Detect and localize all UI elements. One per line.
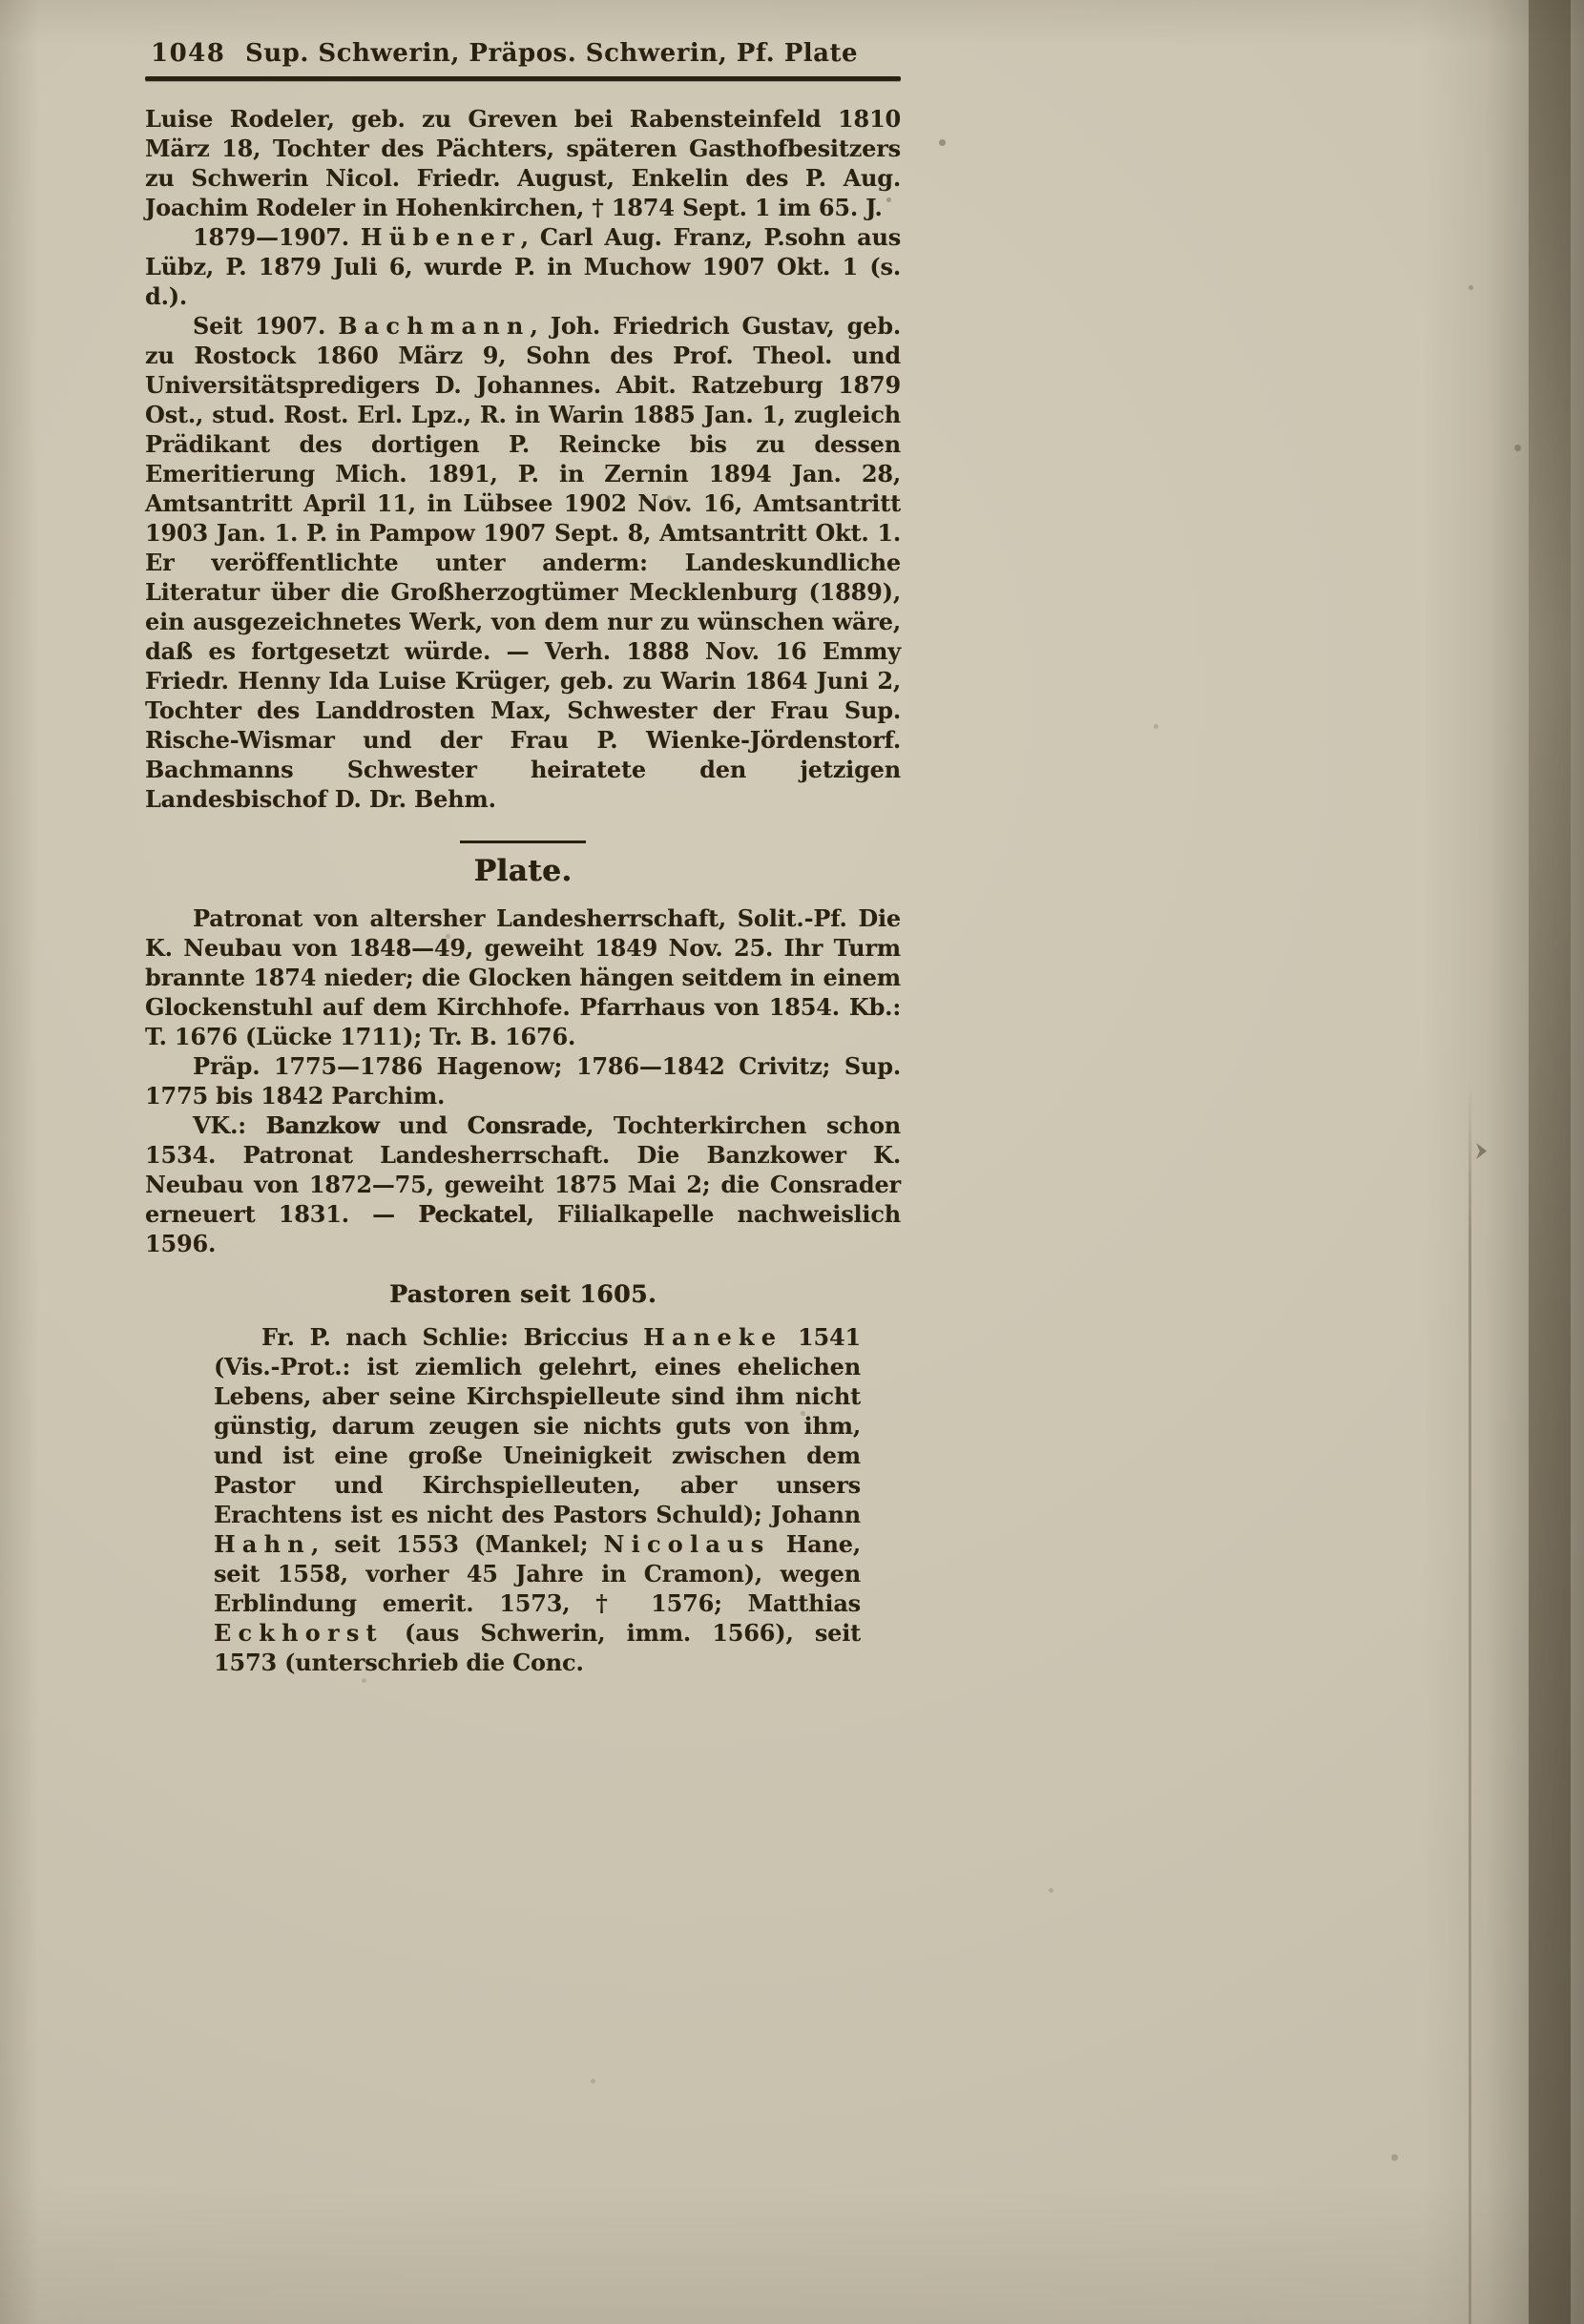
paragraph-patronat: Patronat von altersher Landesherrschaft, Solit.-Pf. Die K. Neubau von 1848—49, geweiht 1849 Nov. 25. Ihr Turm brannte 1874 nieder; die Glocken hängen seitdem in einem Glockenstuhl auf dem Kirchhofe. Pfarrhaus von 1854. Kb.: T. 1676 (Lücke 1711); Tr. B. 1676. (145, 904, 901, 1050)
underlying-page-edge-line (1469, 1088, 1471, 2324)
text-run: Eckhorst (214, 1619, 384, 1647)
text-run: , Joh. Friedrich Gustav, geb. zu Rostock 1860 März 9, Sohn des Prof. Theol. und Universitätspredigers D. Johannes. Abit. Ratzeburg 1879 Ost., stud. Rost. Erl. Lpz., R. in Warin 1885 Jan. 1, zugleich Prädikant des dortigen P. Reincke bis zu dessen Emeritierung Mich. 1891, P. in Zernin 1894 Jan. 28, Amtsantritt April 11, in Lübsee 1902 Nov. 16, Amtsantritt 1903 Jan. 1. P. in Pampow 1907 Sept. 8, Amtsantritt Okt. 1. Er veröffentlichte unter anderm: Landeskundliche Literatur über die Großherzogtümer Mecklenburg (1889), ein ausgezeichnetes Werk, von dem nur zu wünschen wäre, daß es fortgesetzt würde. — Verh. 1888 Nov. 16 Emmy Friedr. Henny Ida Luise Krüger, geb. zu Warin 1864 Juni 2, Tochter des Landdrosten Max, Schwester der Frau Sup. Rische-Wismar und der Frau P. Wienke-Jördenstorf. Bachmanns Schwester heiratete den jetzigen Landesbischof D. Dr. Behm. (145, 312, 901, 813)
header-rule (145, 76, 901, 81)
text-block (145, 36, 901, 1677)
paragraph-huebener (145, 222, 901, 311)
text-run: Hahn (214, 1530, 311, 1558)
text-run: Bachmann (338, 312, 531, 340)
text-run: Seit 1907. (193, 312, 339, 340)
paragraph-bachmann (145, 311, 901, 814)
text-run: und (379, 1111, 468, 1139)
scan-noise-specks (0, 0, 3, 3)
text-run: 1879—1907. (193, 223, 361, 251)
paragraph-rodeler: Luise Rodeler, geb. zu Greven bei Rabensteinfeld 1810 März 18, Tochter des Pächters, späteren Gasthofbesitzers zu Schwerin Nicol. Friedr. August, Enkelin des P. Aug. Joachim Rodeler in Hohenkirchen, † 1874 Sept. 1 im 65. J. (145, 105, 901, 221)
text-run: VK.: (193, 1111, 266, 1139)
paragraph-pastoren (214, 1322, 861, 1677)
page-number: 1048 (151, 39, 226, 68)
text-run: , Tochterkirchen schon 1534. Patronat Landesherrschaft. Die Banzkower K. Neubau von 1872—75, geweiht 1875 Mai 2; die Consrader erneuert 1831. — (145, 1111, 901, 1228)
scan-right-edge-shadow (1422, 0, 1584, 2324)
text-run: Nicolaus (603, 1530, 771, 1558)
text-run: Fr. P. nach Schlie: Briccius (261, 1323, 644, 1351)
book-edge-band (1529, 0, 1571, 2324)
section-title-plate: Plate. (473, 854, 573, 888)
page-header (145, 36, 901, 73)
text-run: , Carl Aug. Franz, P.sohn aus Lübz, P. 1879 Juli 6, wurde P. in Muchow 1907 Okt. 1 (s. d.). (145, 223, 902, 310)
text-run: Hane, seit 1558, vorher 45 Jahre in Cramon), wegen Erblindung emerit. 1573, † 1576; Matthias (214, 1530, 862, 1617)
paragraph-praepositur: Präp. 1775—1786 Hagenow; 1786—1842 Crivitz; Sup. 1775 bis 1842 Parchim. (145, 1052, 901, 1110)
text-run: Hübener (360, 223, 521, 251)
scan-artifact-mark (1476, 1143, 1487, 1159)
paragraph-vk (145, 1110, 901, 1258)
text-run: 1541 (Vis.-Prot.: ist ziemlich gelehrt, eines ehelichen Lebens, aber seine Kirchspielleute sind ihm nicht günstig, darum zeugen sie nichts guts von ihm, und ist eine große Uneinigkeit zwischen dem Pastor und Kirchspielleuten, aber unsers Erachtens ist es nicht des Pastors Schuld); Johann (214, 1323, 862, 1528)
running-title: Sup. Schwerin, Präpos. Schwerin, Pf. Plate (244, 39, 859, 68)
text-run: (aus Schwerin, imm. 1566), seit 1573 (unterschrieb die Conc. (214, 1619, 861, 1676)
text-run: Banzkow (265, 1111, 380, 1139)
text-run: , Filialkapelle nachweislich 1596. (145, 1200, 901, 1257)
section-divider-rule (460, 840, 586, 843)
text-run: Haneke (643, 1323, 783, 1351)
section-title-pastoren: Pastoren seit 1605. (388, 1280, 657, 1308)
text-run: , seit 1553 (Mankel; (310, 1530, 604, 1558)
text-run: Peckatel (418, 1200, 527, 1228)
text-run: Consrade (467, 1111, 587, 1139)
